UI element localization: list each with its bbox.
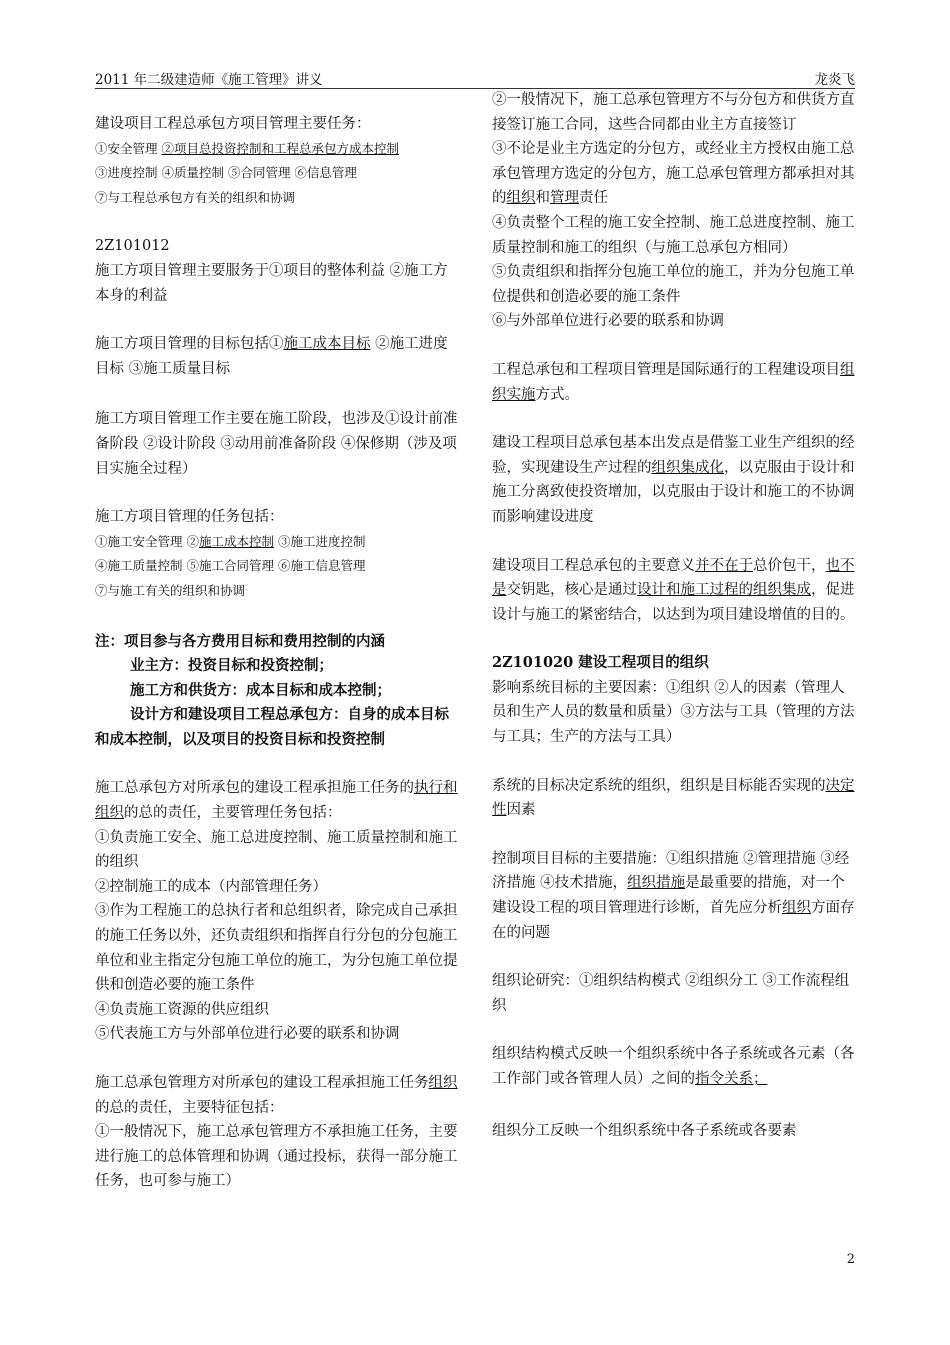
list-item: ③不论是业主方选定的分包方，或经业主方授权由施工总承包管理方选定的分包方，施工总承包管理方都承担对其的组织和管理责任 — [492, 141, 855, 207]
page-number: 2 — [846, 1252, 855, 1267]
left-column — [95, 88, 462, 1194]
header-title: 2011 年二级建造师《施工管理》讲义 — [95, 72, 323, 88]
task-line: ⑦与施工有关的组织和协调 — [95, 582, 246, 598]
paragraph: 施工总承包管理方对所承包的建设工程承担施工任务组织的总的责任，主要特征包括： — [95, 1075, 458, 1116]
list-item: ④负责整个工程的施工安全控制、施工总进度控制、施工质量控制和施工的组织（与施工总承包方相同） — [492, 214, 855, 256]
section-heading: 2Z101020 建设工程项目的组织 — [492, 654, 709, 672]
note-line: 设计方和建设项目工程总承包方：自身的成本目标和成本控制，以及项目的投资目标和投资控制 — [95, 706, 449, 748]
paragraph: 施工方项目管理主要服务于①项目的整体利益 ②施工方本身的利益 — [95, 262, 448, 304]
list-item: ①负责施工安全、施工总进度控制、施工质量控制和施工的组织 — [95, 829, 458, 871]
paragraph: 建设项目工程总承包的主要意义并不在于总价包干，也不是交钥匙，核心是通过设计和施工过程的组织集成，促进设计与施工的紧密结合，以达到为项目建设增值的目的。 — [492, 557, 855, 623]
section-title: 施工方项目管理的任务包括： — [95, 509, 284, 526]
note-line: 业主方：投资目标和投资控制； — [130, 657, 333, 675]
paragraph: 控制项目目标的主要措施：①组织措施 ②管理措施 ③经济措施 ④技术措施，组织措施是最重要的措施，对一个建设设工程的项目管理进行诊断，首先应分析组织方面存在的问题 — [492, 850, 855, 941]
list-item: ⑤负责组织和指挥分包施工单位的施工，并为分包施工单位提供和创造必要的施工条件 — [492, 264, 855, 305]
header-author: 龙炎飞 — [814, 72, 855, 88]
list-item: ④负责施工资源的供应组织 — [95, 1001, 269, 1018]
list-item: ①一般情况下，施工总承包管理方不承担施工任务，主要进行施工的总体管理和协调（通过投标，获得一部分施工任务，也可参与施工） — [95, 1124, 458, 1190]
list-item: ②控制施工的成本（内部管理任务） — [95, 878, 327, 895]
note-line: 施工方和供货方：成本目标和成本控制； — [130, 681, 391, 699]
list-item: ⑤代表施工方与外部单位进行必要的联系和协调 — [95, 1026, 400, 1043]
note-heading: 注：项目参与各方费用目标和费用控制的内涵 — [95, 632, 385, 650]
page-header — [95, 64, 855, 89]
paragraph: 工程总承包和工程项目管理是国际通行的工程建设项目组织实施方式。 — [492, 361, 855, 403]
paragraph: 建设工程项目总承包基本出发点是借鉴工业生产组织的经验，实现建设生产过程的组织集成化，以克服由于设计和施工分离致使投资增加，以克服由于设计和施工的不协调而影响建设进度 — [492, 435, 855, 525]
paragraph: 组织论研究：①组织结构模式 ②组织分工 ③工作流程组织 — [492, 973, 850, 1014]
list-item: ③作为工程施工的总执行者和总组织者，除完成自己承担的施工任务以外，还负责组织和指挥自行分包的分包施工单位和业主指定分包施工单位的施工，为分包施工单位提供和创造必要的施工条件 — [95, 903, 458, 994]
list-item: ②一般情况下，施工总承包管理方不与分包方和供货方直接签订施工合同，这些合同都由业主方直接签订 — [492, 92, 855, 133]
paragraph: 组织分工反映一个组织系统中各子系统或各要素 — [492, 1122, 797, 1139]
paragraph: 施工方项目管理的目标包括①施工成本目标 ②施工进度目标 ③施工质量目标 — [95, 336, 448, 377]
task-line: ①安全管理 ②项目总投资控制和工程总承包方成本控制 — [95, 140, 399, 156]
paragraph: 影响系统目标的主要因素：①组织 ②人的因素（管理人员和生产人员的数量和质量）③方法与工具（管理的方法与工具；生产的方法与工具） — [492, 679, 855, 746]
paragraph: 施工总承包方对所承包的建设工程承担施工任务的执行和组织的总的责任，主要管理任务包括： — [95, 780, 458, 822]
right-column — [492, 88, 856, 1143]
paragraph: 系统的目标决定系统的组织，组织是目标能否实现的决定性因素 — [492, 777, 855, 819]
task-line: ①施工安全管理 ②施工成本控制 ③施工进度控制 — [95, 533, 366, 549]
section-code: 2Z101012 — [95, 238, 170, 255]
paragraph: 组织结构模式反映一个组织系统中各子系统或各元素（各工作部门或各管理人员）之间的指令关系； — [492, 1046, 855, 1087]
task-line: ⑦与工程总承包方有关的组织和协调 — [95, 189, 296, 205]
task-line: ③进度控制 ④质量控制 ⑤合同管理 ⑥信息管理 — [95, 165, 357, 181]
task-line: ④施工质量控制 ⑤施工合同管理 ⑥施工信息管理 — [95, 558, 366, 574]
section-title: 建设项目工程总承包方项目管理主要任务： — [95, 116, 371, 132]
list-item: ⑥与外部单位进行必要的联系和协调 — [492, 313, 724, 330]
paragraph: 施工方项目管理工作主要在施工阶段，也涉及①设计前准备阶段 ②设计阶段 ③动用前准备阶段 ④保修期（涉及项目实施全过程） — [95, 411, 458, 477]
